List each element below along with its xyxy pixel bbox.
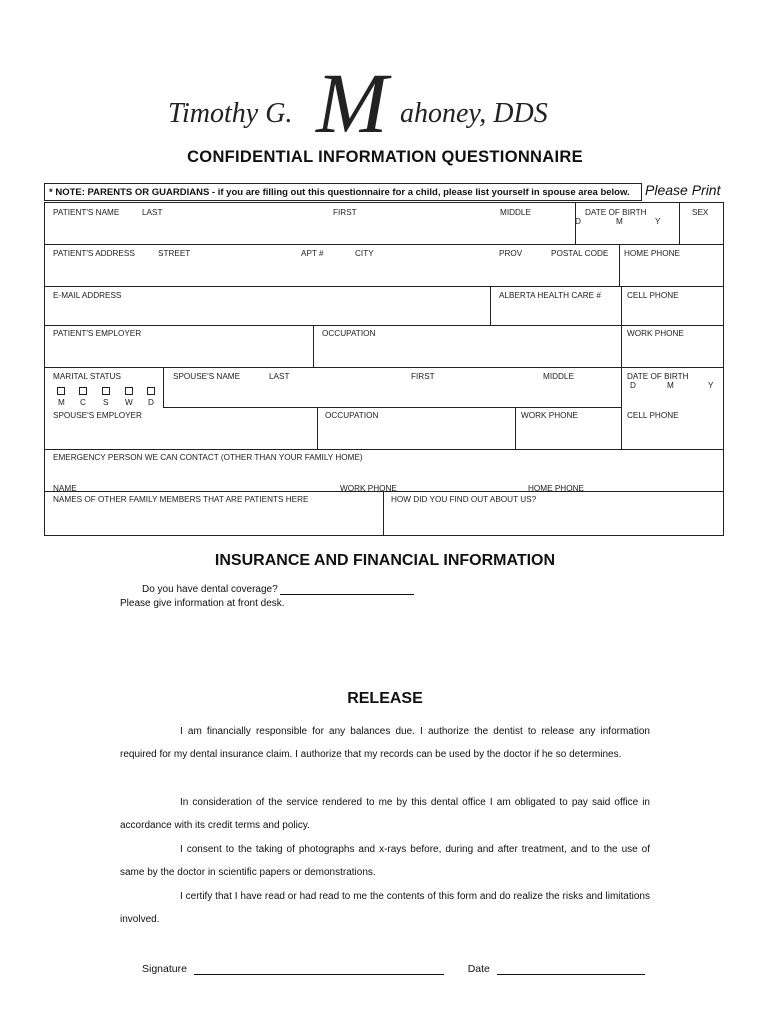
date-label: Date (467, 963, 490, 975)
please-print-label: Please Print (645, 182, 721, 198)
logo-first-name: Timothy G. (168, 98, 293, 129)
marital-checkbox-w[interactable] (125, 387, 133, 395)
spouses-employer-label: SPOUSE'S EMPLOYER (53, 411, 142, 420)
home-phone-label: HOME PHONE (624, 249, 680, 258)
how-found-label: HOW DID YOU FIND OUT ABOUT US? (391, 495, 537, 504)
first-name-label: FIRST (333, 208, 357, 217)
spouse-last-label: LAST (269, 372, 290, 381)
practice-logo (168, 55, 608, 151)
work-phone-label: WORK PHONE (627, 329, 684, 338)
spouse-dob-d-label: D (630, 381, 636, 390)
spouse-middle-label: MIDDLE (543, 372, 574, 381)
release-text-2: In consideration of the service rendered to me by this dental office I am obligated to pay said office in accordance with its credit terms and policy. (120, 797, 650, 832)
postal-code-label: POSTAL CODE (551, 249, 609, 258)
coverage-question (142, 583, 414, 595)
front-desk-note: Please give information at front desk. (120, 598, 285, 609)
release-paragraph-3 (120, 838, 650, 885)
signature-row (142, 962, 645, 975)
cell-phone-label: CELL PHONE (627, 291, 679, 300)
release-text-3: I consent to the taking of photographs and x-rays before, during and after treatment, and to the use of same by the doctor in scientific papers or demonstrations. (120, 844, 650, 879)
signature-label: Signature (142, 963, 187, 975)
marital-checkbox-c[interactable] (79, 387, 87, 395)
marital-checkbox-m[interactable] (57, 387, 65, 395)
emergency-home-phone-label: HOME PHONE (528, 484, 584, 493)
marital-option-s: S (103, 398, 109, 407)
spouses-name-label: SPOUSE'S NAME (173, 372, 241, 381)
patients-employer-label: PATIENT'S EMPLOYER (53, 329, 142, 338)
email-label: E-MAIL ADDRESS (53, 291, 122, 300)
marital-option-m: M (58, 398, 65, 407)
spouse-dob-m-label: M (667, 381, 674, 390)
patients-address-label: PATIENT'S ADDRESS (53, 249, 135, 258)
marital-option-w: W (125, 398, 133, 407)
coverage-answer-line[interactable] (280, 583, 414, 595)
last-name-label: LAST (142, 208, 163, 217)
signature-line[interactable] (194, 962, 444, 975)
dob-d-label: D (575, 217, 581, 226)
insurance-heading: INSURANCE AND FINANCIAL INFORMATION (214, 552, 556, 569)
dob-y-label: Y (655, 217, 661, 226)
middle-name-label: MIDDLE (500, 208, 531, 217)
spouse-dob-label: DATE OF BIRTH (627, 372, 689, 381)
emergency-contact-label: EMERGENCY PERSON WE CAN CONTACT (OTHER THAN YOUR FAMILY HOME) (53, 453, 363, 462)
spouse-work-phone-label: WORK PHONE (521, 411, 578, 420)
city-label: CITY (355, 249, 374, 258)
page-title: CONFIDENTIAL INFORMATION QUESTIONNAIRE (187, 148, 583, 166)
patients-name-label: PATIENT'S NAME (53, 208, 120, 217)
release-text-4: I certify that I have read or had read to me the contents of this form and do realize the risks and limitations involved. (120, 891, 650, 926)
logo-monogram-m: M (316, 55, 388, 151)
spouse-first-label: FIRST (411, 372, 435, 381)
emergency-name-label: NAME (53, 484, 77, 493)
spouse-occupation-label: OCCUPATION (325, 411, 379, 420)
marital-checkbox-d[interactable] (147, 387, 155, 395)
release-text-1: I am financially responsible for any balances due. I authorize the dentist to release any information required for my dental insurance claim. I authorize that my records can be used by the doctor if he so determines. (120, 726, 650, 761)
release-paragraph-1 (120, 720, 650, 767)
street-label: STREET (158, 249, 191, 258)
date-line[interactable] (497, 962, 645, 975)
logo-last-name: ahoney, DDS (400, 98, 548, 129)
occupation-label: OCCUPATION (322, 329, 376, 338)
prov-label: PROV (499, 249, 523, 258)
dob-label: DATE OF BIRTH (585, 208, 647, 217)
emergency-work-phone-label: WORK PHONE (340, 484, 397, 493)
patient-info-form (44, 202, 724, 536)
spouse-cell-phone-label: CELL PHONE (627, 411, 679, 420)
coverage-question-text: Do you have dental coverage? (142, 584, 278, 595)
sex-label: SEX (692, 208, 709, 217)
release-heading: RELEASE (347, 690, 423, 707)
marital-checkbox-s[interactable] (102, 387, 110, 395)
release-paragraph-4 (120, 885, 650, 932)
apt-label: APT # (301, 249, 324, 258)
other-family-label: NAMES OF OTHER FAMILY MEMBERS THAT ARE PATIENTS HERE (53, 495, 309, 504)
parents-note: * NOTE: PARENTS OR GUARDIANS - if you are filling out this questionnaire for a child, please list yourself in spouse area below. (44, 183, 642, 201)
dob-m-label: M (616, 217, 623, 226)
release-paragraph-2 (120, 791, 650, 838)
marital-option-c: C (80, 398, 86, 407)
spouse-dob-y-label: Y (708, 381, 714, 390)
alberta-health-label: ALBERTA HEALTH CARE # (499, 291, 601, 300)
marital-status-label: MARITAL STATUS (53, 372, 121, 381)
marital-option-d: D (148, 398, 154, 407)
